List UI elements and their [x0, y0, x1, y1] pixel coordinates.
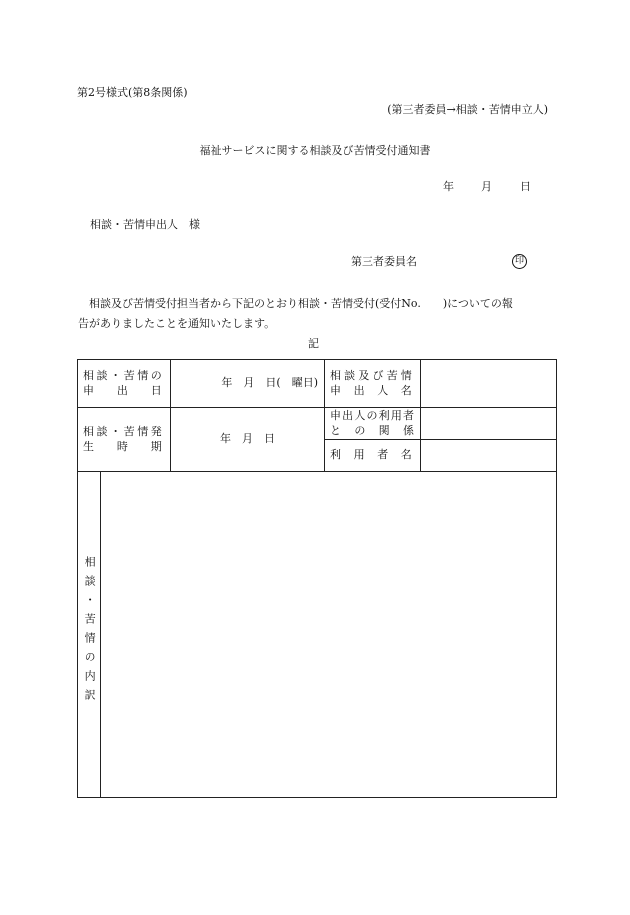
occurrence-date-field[interactable]: 年 月 日 [171, 408, 325, 472]
submitter-name-field[interactable] [421, 360, 557, 408]
submitter-name-label: 相談及び苦情 申出人名 [325, 360, 421, 408]
date-month: 月 [481, 180, 492, 193]
notice-body-line2: 告がありましたことを通知いたします。 [78, 317, 276, 330]
document-title: 福祉サービスに関する相談及び苦情受付通知書 [199, 144, 431, 157]
user-name-label: 利用者名 [325, 440, 421, 472]
ki-heading: 記 [308, 337, 319, 350]
notification-form-table [77, 359, 557, 798]
notice-body-line1: 相談及び苦情受付担当者から下記のとおり相談・苦情受付(受付No. )についての報 [89, 297, 513, 310]
details-label: 相談・苦情の内訳 [78, 472, 101, 798]
row-occurrence-period [78, 408, 557, 440]
row-submission-date [78, 360, 557, 408]
submission-date-label: 相談・苦情の 申出日 [78, 360, 171, 408]
user-name-field[interactable] [421, 440, 557, 472]
seal-mark: 印 [512, 254, 527, 269]
occurrence-period-label: 相談・苦情発 生時期 [78, 408, 171, 472]
form-number: 第2号様式(第8条関係) [77, 86, 188, 99]
row-details [78, 472, 557, 798]
addressee: 相談・苦情申出人 様 [90, 218, 200, 231]
date-year: 年 [443, 180, 454, 193]
date-day: 日 [520, 180, 531, 193]
relation-label: 申出人の利用者 との関係 [325, 408, 421, 440]
notice-body [78, 294, 556, 334]
relation-field[interactable] [421, 408, 557, 440]
sender-name-label: 第三者委員名 [351, 255, 417, 268]
details-field[interactable] [101, 472, 557, 798]
direction-note: (第三者委員→相談・苦情申立人) [387, 103, 548, 116]
date-line [443, 181, 531, 192]
submission-date-field[interactable]: 年 月 日( 曜日) [171, 360, 325, 408]
